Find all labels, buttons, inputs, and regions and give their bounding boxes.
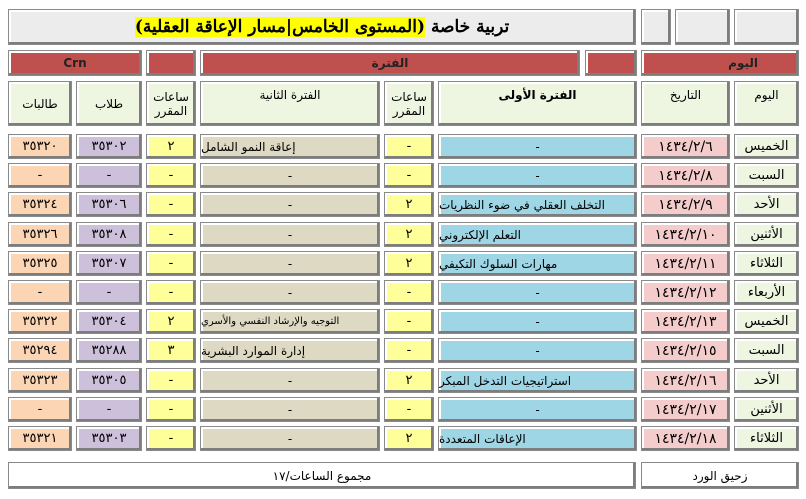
cell-first-period: - <box>438 134 637 159</box>
cell-hours-2: - <box>146 251 196 276</box>
cell-second-period: إدارة الموارد البشرية <box>200 338 380 363</box>
header-date: التاريخ <box>641 81 730 126</box>
cell-students-f: ٣٥٣٢٤ <box>8 192 72 217</box>
title-spacer-1 <box>641 9 671 45</box>
cell-second-period: - <box>200 222 380 247</box>
cell-hours-1: - <box>384 280 434 305</box>
cell-hours-2: ٢ <box>146 309 196 334</box>
cell-hours-1: ٢ <box>384 368 434 393</box>
cell-date: ١٤٣٤/٢/٨ <box>641 163 730 188</box>
cell-students-f: ٣٥٣٢٠ <box>8 134 72 159</box>
cell-students-m: ٣٥٣٠٦ <box>76 192 142 217</box>
cell-students-m: - <box>76 280 142 305</box>
cell-first-period: التخلف العقلي في ضوء النظريات <box>438 192 637 217</box>
footer-author: زحيق الورد <box>641 462 799 489</box>
cell-hours-2: ٣ <box>146 338 196 363</box>
cell-first-period: الإعاقات المتعددة <box>438 426 637 451</box>
cell-date: ١٤٣٤/٢/١٧ <box>641 397 730 422</box>
cell-first-period: - <box>438 397 637 422</box>
cell-students-f: - <box>8 397 72 422</box>
cell-second-period: - <box>200 163 380 188</box>
cell-date: ١٤٣٤/٢/١١ <box>641 251 730 276</box>
cell-day: السبت <box>734 338 799 363</box>
cell-hours-1: - <box>384 163 434 188</box>
title-box <box>8 9 636 45</box>
cell-day: الثلاثاء <box>734 426 799 451</box>
band-day: اليوم <box>641 50 799 76</box>
cell-students-f: ٣٥٣٢٢ <box>8 309 72 334</box>
cell-first-period: - <box>438 163 637 188</box>
band-blank-1 <box>146 50 196 76</box>
title-spacer-3 <box>734 9 799 45</box>
title-spacer-2 <box>675 9 730 45</box>
cell-hours-2: - <box>146 192 196 217</box>
cell-first-period: - <box>438 338 637 363</box>
band-blank-2 <box>585 50 637 76</box>
cell-students-f: ٣٥٣٢٦ <box>8 222 72 247</box>
cell-second-period: إعاقة النمو الشامل <box>200 134 380 159</box>
cell-date: ١٤٣٤/٢/١٢ <box>641 280 730 305</box>
cell-hours-1: ٢ <box>384 222 434 247</box>
cell-hours-2: - <box>146 163 196 188</box>
title-prefix: تربية خاصة <box>430 17 510 37</box>
cell-hours-2: - <box>146 426 196 451</box>
cell-second-period: - <box>200 368 380 393</box>
cell-students-m: - <box>76 397 142 422</box>
cell-students-f: ٣٥٣٢٥ <box>8 251 72 276</box>
cell-day: الخميس <box>734 309 799 334</box>
cell-hours-2: ٢ <box>146 134 196 159</box>
cell-first-period: استراتيجيات التدخل المبكر <box>438 368 637 393</box>
cell-second-period: - <box>200 251 380 276</box>
cell-first-period: - <box>438 280 637 305</box>
cell-hours-1: ٢ <box>384 426 434 451</box>
cell-students-f: ٣٥٣٢٣ <box>8 368 72 393</box>
cell-second-period: - <box>200 192 380 217</box>
cell-students-m: ٣٥٣٠٣ <box>76 426 142 451</box>
header-students-f: طالبات <box>8 81 72 126</box>
cell-day: الأحد <box>734 368 799 393</box>
header-hours-2: ساعات المقرر <box>146 81 196 126</box>
band-crn: Crn <box>8 50 142 76</box>
cell-students-f: ٣٥٢٩٤ <box>8 338 72 363</box>
cell-date: ١٤٣٤/٢/١٠ <box>641 222 730 247</box>
cell-date: ١٤٣٤/٢/١٨ <box>641 426 730 451</box>
cell-students-f: - <box>8 163 72 188</box>
footer-total-hours: مجموع الساعات/١٧ <box>8 462 636 489</box>
cell-first-period: - <box>438 309 637 334</box>
band-period: الفترة <box>200 50 580 76</box>
cell-date: ١٤٣٤/٢/٦ <box>641 134 730 159</box>
cell-hours-2: - <box>146 222 196 247</box>
cell-students-m: ٣٥٣٠٤ <box>76 309 142 334</box>
cell-day: الأربعاء <box>734 280 799 305</box>
header-day: اليوم <box>734 81 799 126</box>
cell-students-f: - <box>8 280 72 305</box>
cell-first-period: مهارات السلوك التكيفي <box>438 251 637 276</box>
header-first-period: الفترة الأولى <box>438 81 637 126</box>
cell-students-m: ٣٥٣٠٧ <box>76 251 142 276</box>
cell-hours-2: - <box>146 280 196 305</box>
cell-hours-2: - <box>146 368 196 393</box>
cell-second-period: - <box>200 280 380 305</box>
cell-day: الخميس <box>734 134 799 159</box>
cell-day: الأثنين <box>734 397 799 422</box>
cell-day: الأحد <box>734 192 799 217</box>
cell-date: ١٤٣٤/٢/١٦ <box>641 368 730 393</box>
header-students-m: طلاب <box>76 81 142 126</box>
cell-second-period: - <box>200 426 380 451</box>
cell-second-period: - <box>200 397 380 422</box>
cell-hours-1: - <box>384 397 434 422</box>
cell-students-m: ٣٥٣٠٨ <box>76 222 142 247</box>
cell-students-m: ٣٥٣٠٥ <box>76 368 142 393</box>
cell-hours-1: ٢ <box>384 251 434 276</box>
cell-students-m: ٣٥٢٨٨ <box>76 338 142 363</box>
cell-second-period: التوجيه والإرشاد النفسي والأسري <box>200 309 380 334</box>
cell-hours-2: - <box>146 397 196 422</box>
header-hours-1: ساعات المقرر <box>384 81 434 126</box>
cell-hours-1: - <box>384 309 434 334</box>
cell-hours-1: ٢ <box>384 192 434 217</box>
cell-students-m: - <box>76 163 142 188</box>
header-second-period: الفترة الثانية <box>200 81 380 126</box>
cell-hours-1: - <box>384 338 434 363</box>
cell-students-f: ٣٥٣٢١ <box>8 426 72 451</box>
page-title <box>135 17 509 37</box>
cell-day: الأثنين <box>734 222 799 247</box>
cell-day: الثلاثاء <box>734 251 799 276</box>
cell-students-m: ٣٥٣٠٢ <box>76 134 142 159</box>
cell-first-period: التعلم الإلكتروني <box>438 222 637 247</box>
cell-date: ١٤٣٤/٢/٩ <box>641 192 730 217</box>
cell-day: السبت <box>734 163 799 188</box>
cell-date: ١٤٣٤/٢/١٣ <box>641 309 730 334</box>
title-highlight: (المستوى الخامس|مسار الإعاقة العقلية) <box>134 17 426 37</box>
cell-hours-1: - <box>384 134 434 159</box>
cell-date: ١٤٣٤/٢/١٥ <box>641 338 730 363</box>
